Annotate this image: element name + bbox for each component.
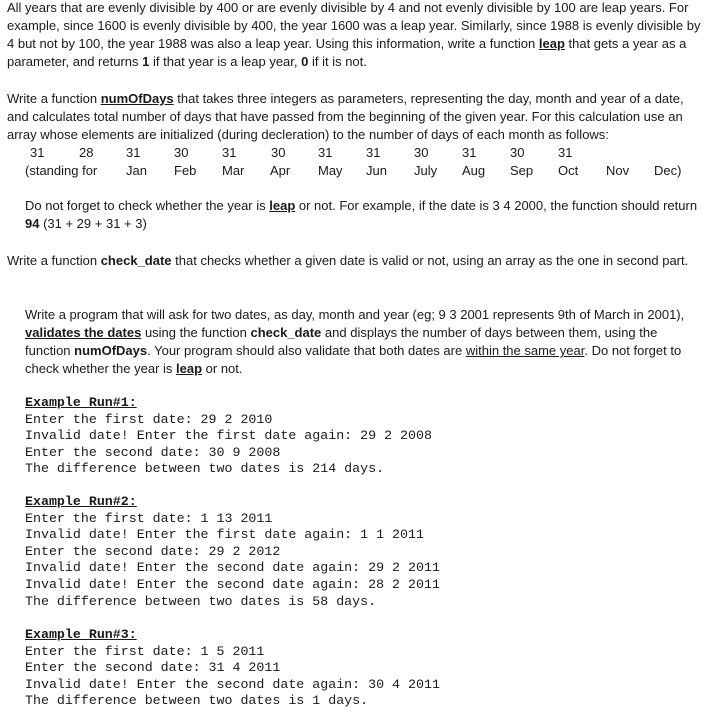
console-line: Invalid date! Enter the second date again: 30 4 2011 — [25, 676, 440, 692]
text: that gets a year as a parameter, and returns — [7, 36, 687, 69]
console-line: The difference between two dates is 1 days. — [25, 693, 369, 709]
days-may: 31 — [222, 145, 237, 160]
days-jun: 30 — [271, 145, 286, 160]
month-jan: Jan — [126, 163, 147, 178]
leap-reminder-paragraph — [25, 197, 705, 233]
example-run-2 — [25, 494, 440, 610]
days-apr: 30 — [174, 145, 189, 160]
days-jul: 31 — [318, 145, 333, 160]
text: Write a program that will ask for two dates, as day, month and year (eg; 9 3 2001 represents 9th of March in 2001), — [25, 307, 685, 322]
console-line: Enter the second date: 31 4 2011 — [25, 660, 281, 676]
days-feb: 28 — [79, 145, 94, 160]
function-name-check-date: check_date — [100, 253, 172, 268]
program-paragraph — [25, 306, 705, 378]
leap-keyword: leap — [269, 198, 296, 213]
month-apr: Apr — [270, 163, 291, 178]
days-dec: 31 — [558, 145, 573, 160]
month-sep: Sep — [510, 163, 534, 178]
text: . Do not forget to check whether the year is — [25, 343, 682, 376]
example-run-title: Example Run#2: — [25, 494, 137, 509]
month-oct: Oct — [558, 163, 579, 178]
function-name-leap: leap — [538, 36, 565, 51]
console-line: The difference between two dates is 58 days. — [25, 593, 377, 609]
text: using the function — [141, 325, 251, 340]
console-line: Enter the first date: 29 2 2010 — [25, 411, 273, 427]
function-name-check-date: check_date — [250, 325, 322, 340]
return-value-zero: 0 — [301, 54, 309, 69]
text: Write a function — [7, 91, 101, 106]
days-aug: 31 — [366, 145, 381, 160]
numofdays-paragraph — [7, 90, 707, 144]
console-line: Invalid date! Enter the first date again: 29 2 2008 — [25, 428, 432, 444]
text: Do not forget to check whether the year is — [25, 198, 270, 213]
console-line: Invalid date! Enter the second date again: 28 2 2011 — [25, 576, 440, 592]
console-line: Enter the first date: 1 5 2011 — [25, 643, 265, 659]
console-line: Enter the second date: 29 2 2012 — [25, 543, 281, 559]
month-jul: July — [414, 163, 438, 178]
text: (31 + 29 + 31 + 3) — [39, 216, 147, 231]
month-aug: Aug — [462, 163, 486, 178]
text: or not. For example, if the date is 3 4 2000, the function should return — [295, 198, 698, 213]
console-line: Invalid date! Enter the second date again: 29 2 2011 — [25, 560, 440, 576]
month-days-row — [0, 144, 718, 162]
month-jun: Jun — [366, 163, 387, 178]
leap-keyword: leap — [176, 361, 203, 376]
leap-year-paragraph — [7, 0, 707, 71]
days-nov: 30 — [510, 145, 525, 160]
example-run-3 — [25, 627, 440, 710]
example-run-1 — [25, 395, 432, 478]
days-oct: 31 — [462, 145, 477, 160]
example-run-title: Example Run#3: — [25, 627, 137, 642]
days-mar: 31 — [126, 145, 141, 160]
text: and displays the number of days between them, using the function — [25, 325, 658, 358]
function-name-numofdays: numOfDays — [100, 91, 174, 106]
text: that takes three integers as parameters, representing the day, month and year of a date, and calculates total number of days that have passed from the beginning of the given year. For this calculation use an array whose elements are initialized (during decleration) to the number of days of each month as follows: — [7, 91, 684, 142]
console-line: Enter the first date: 1 13 2011 — [25, 510, 273, 526]
console-line: The difference between two dates is 214 days. — [25, 461, 385, 477]
example-run-title: Example Run#1: — [25, 395, 137, 410]
standing-for-label: (standing for — [25, 163, 98, 178]
text: if it is not. — [308, 54, 367, 69]
function-name-numofdays: numOfDays — [74, 343, 148, 358]
days-jan: 31 — [30, 145, 45, 160]
text: All years that are evenly divisible by 400 or are evenly divisible by 4 and not evenly divisible by 100 are leap years. For example, since 1600 is evenly divisible by 400, the year 1600 was a leap year. Similarly, since 1988 is evenly divisible by 4 but not by 100, the year 1988 was also a leap year. Using this information, write a function — [7, 0, 701, 51]
console-line: Invalid date! Enter the first date again: 1 1 2011 — [25, 527, 424, 543]
month-nov: Nov — [606, 163, 630, 178]
month-may: May — [318, 163, 343, 178]
same-year-phrase: within the same year — [465, 343, 585, 358]
month-feb: Feb — [174, 163, 197, 178]
check-date-paragraph — [7, 252, 707, 270]
validates-dates-phrase: validates the dates — [25, 325, 142, 340]
example-result: 94 — [25, 216, 40, 231]
return-value-one: 1 — [142, 54, 150, 69]
month-mar: Mar — [222, 163, 245, 178]
month-names-row — [0, 162, 718, 180]
text: . Your program should also validate that both dates are — [147, 343, 466, 358]
days-sep: 30 — [414, 145, 429, 160]
text: or not. — [202, 361, 243, 376]
text: if that year is a leap year, — [149, 54, 302, 69]
text: that checks whether a given date is valid or not, using an array as the one in second part. — [171, 253, 689, 268]
month-dec: Dec) — [654, 163, 682, 178]
console-line: Enter the second date: 30 9 2008 — [25, 444, 281, 460]
text: Write a function — [7, 253, 101, 268]
